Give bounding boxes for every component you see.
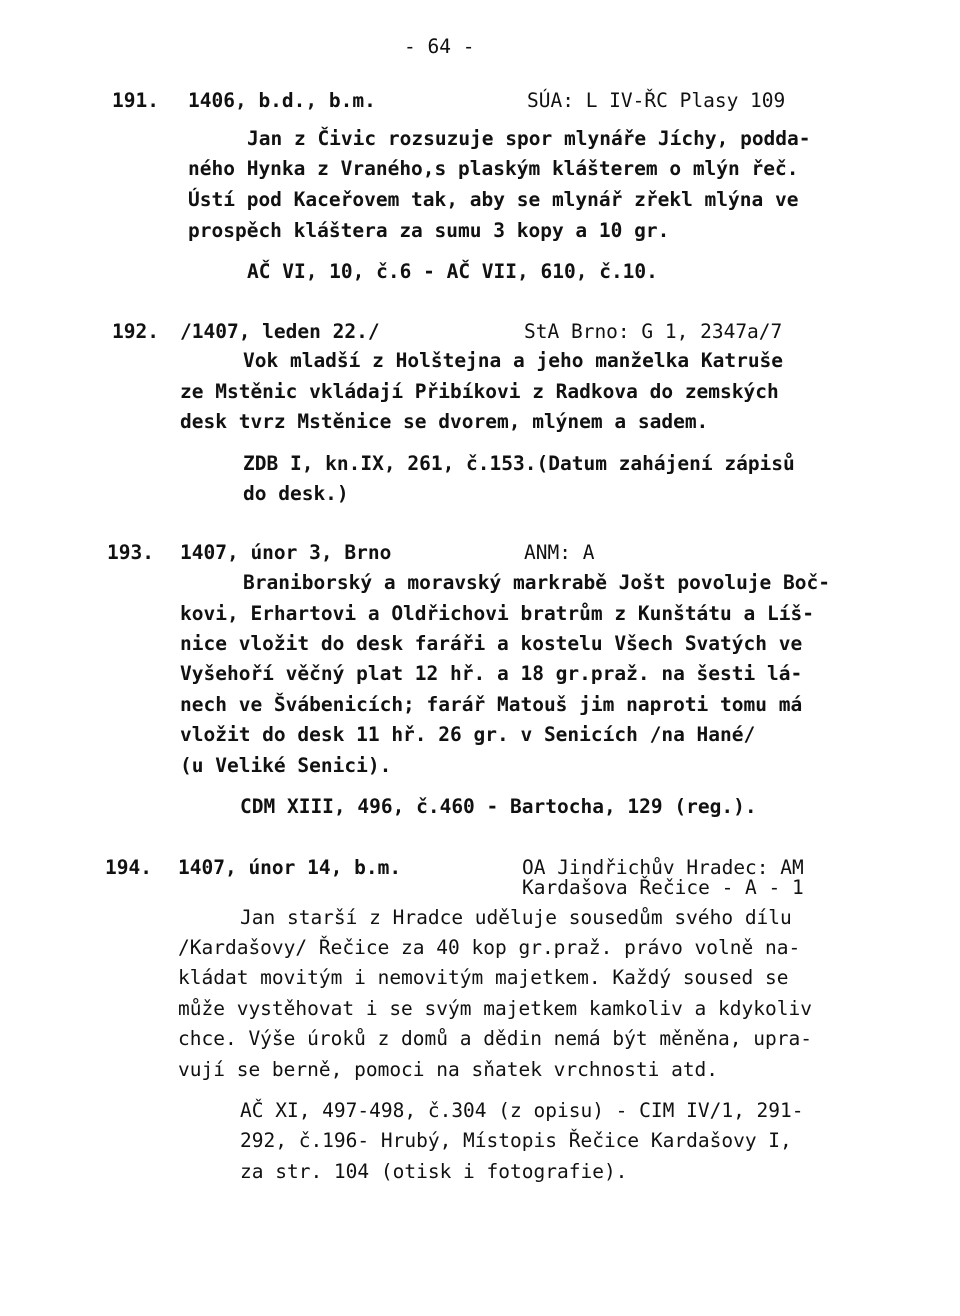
entry-source: StA Brno: G 1, 2347a/7 [524,320,783,343]
entry-references: AČ XI, 497-498, č.304 (z opisu) - CIM IV/1, 291- [240,1099,804,1122]
entry-date: 1406, b.d., b.m. [188,89,376,112]
text-line: prospěch kláštera za sumu 3 kopy a 10 gr. [188,219,670,242]
entry-source: ANM: A [524,541,595,564]
text-line: Braniborský a moravský markrabě Jošt povoluje Boč- [243,571,830,594]
entry-references: AČ VI, 10, č.6 - AČ VII, 610, č.10. [247,260,658,283]
text-line: kovi, Erhartovi a Oldřichovi bratrům z Kunštátu a Líš- [180,602,814,625]
entry-number: 194. [105,856,152,879]
entry-date: 1407, únor 14, b.m. [178,856,402,879]
entry-number: 192. [112,320,159,343]
entry-number: 193. [107,541,154,564]
page-number: - 64 - [404,35,475,58]
text-line: může vystěhovat i se svým majetkem kamkoliv a kdykoliv [178,997,812,1020]
text-line: vují se berně, pomoci na sňatek vrchnosti atd. [178,1058,719,1081]
text-line: ného Hynka z Vraného,s plaským klášterem o mlýn řeč. [188,157,799,180]
text-line: Vyšehoří věčný plat 12 hř. a 18 gr.praž. na šesti lá- [180,662,803,685]
text-line: Ústí pod Kaceřovem tak, aby se mlynář zřekl mlýna ve [188,188,799,211]
entry-references: ZDB I, kn.IX, 261, č.153.(Datum zahájení zápisů [243,452,795,475]
entry-source: Kardašova Řečice - A - 1 [522,876,804,899]
text-line: ze Mstěnic vkládají Přibíkovi z Radkova do zemských [180,380,779,403]
entry-date: /1407, leden 22./ [180,320,380,343]
entry-source: SÚA: L IV-ŘC Plasy 109 [527,89,786,112]
text-line: kládat movitým i nemovitým majetkem. Každý soused se [178,966,789,989]
entry-references: CDM XIII, 496, č.460 - Bartocha, 129 (reg.). [240,795,757,818]
entry-date: 1407, únor 3, Brno [180,541,392,564]
entry-references: za str. 104 (otisk i fotografie). [240,1160,628,1183]
text-line: vložit do desk 11 hř. 26 gr. v Senicích /na Hané/ [180,723,756,746]
text-line: /Kardašovy/ Řečice za 40 kop gr.praž. právo volně na- [178,936,801,959]
text-line: chce. Výše úroků z domů a dědin nemá být měněna, upra- [178,1027,812,1050]
entry-number: 191. [112,89,159,112]
text-line: Jan z Čivic rozsuzuje spor mlynáře Jíchy, podda- [247,127,811,150]
entry-references: 292, č.196- Hrubý, Místopis Řečice Kardašovy I, [240,1129,792,1152]
text-line: (u Veliké Senici). [180,754,392,777]
entry-source: OA Jindřichův Hradec: AM [522,856,804,879]
text-line: Vok mladší z Holštejna a jeho manželka Katruše [243,349,784,372]
entry-references: do desk.) [243,482,349,505]
text-line: nech ve Švábenicích; farář Matouš jim naproti tomu má [180,693,803,716]
text-line: Jan starší z Hradce uděluje sousedům svého dílu [240,906,792,929]
text-line: desk tvrz Mstěnice se dvorem, mlýnem a sadem. [180,410,709,433]
text-line: nice vložit do desk faráři a kostelu Všech Svatých ve [180,632,803,655]
